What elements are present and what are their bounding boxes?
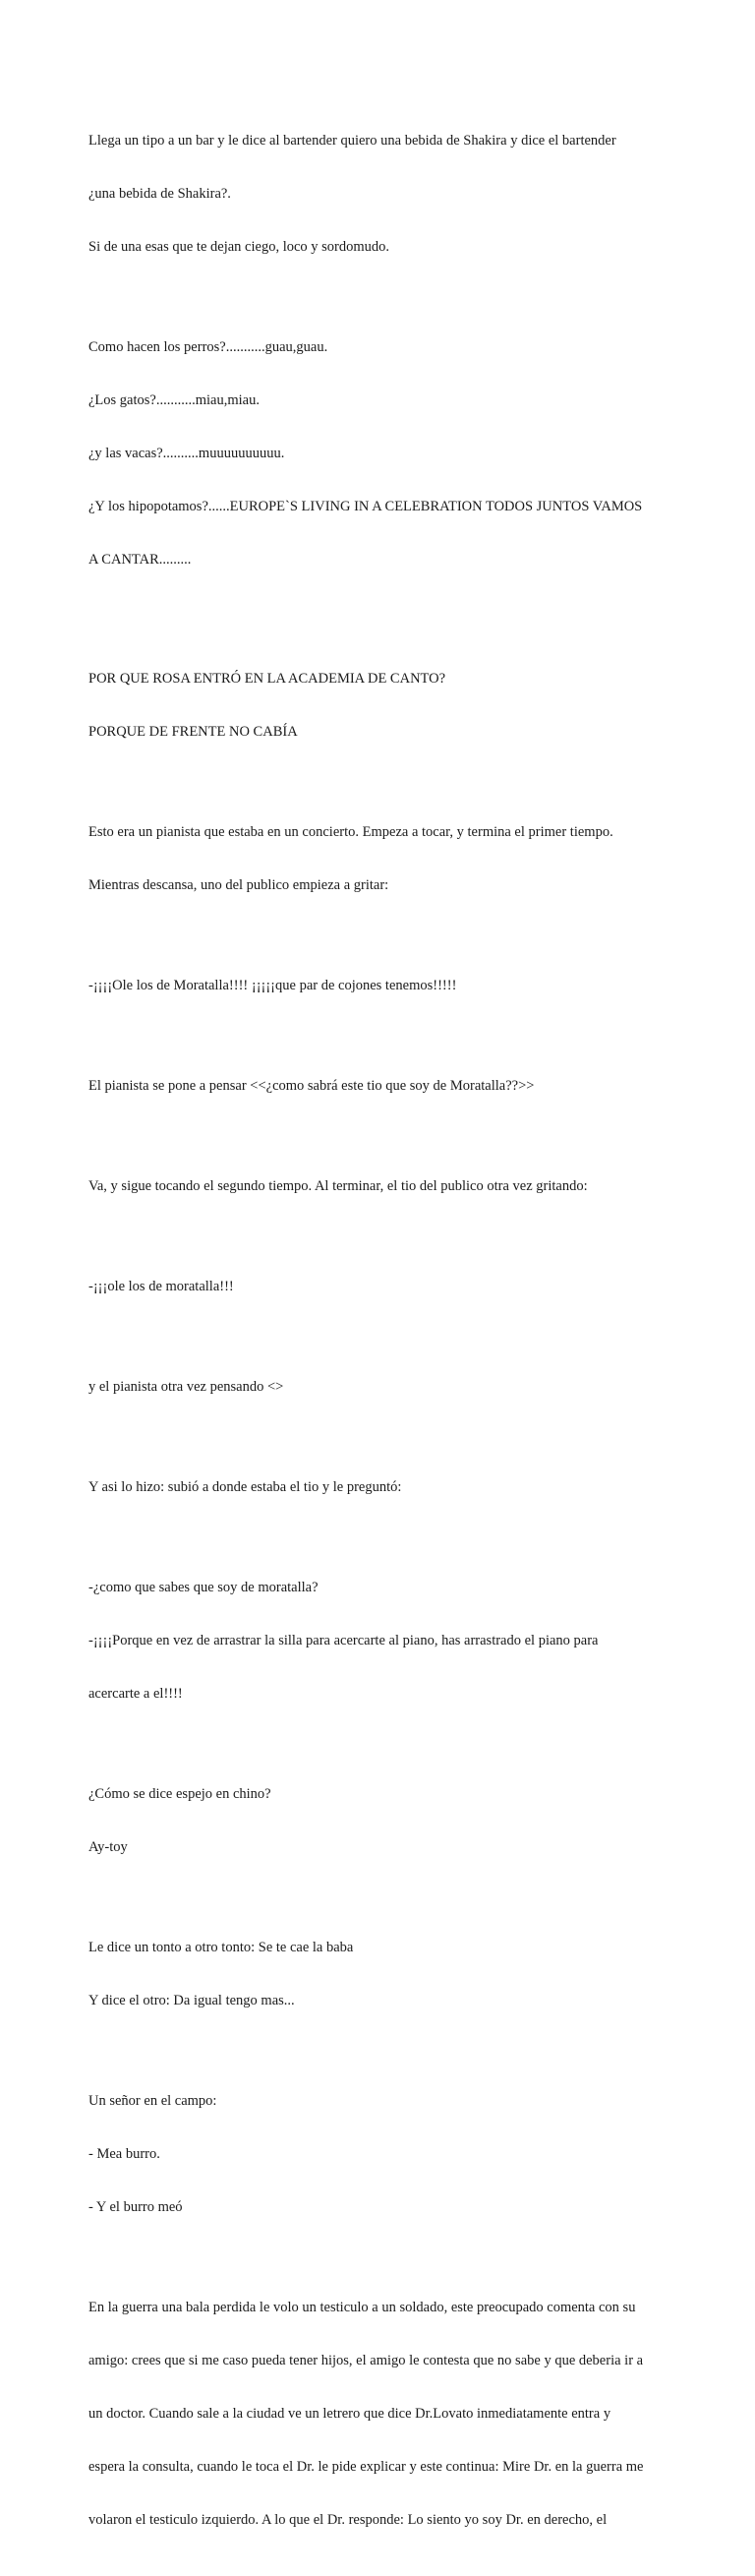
- text-line: - Y el burro meó: [88, 2199, 183, 2215]
- text-line: Un señor en el campo:: [88, 2093, 217, 2109]
- joke-tontos: [88, 1903, 678, 2045]
- text-line: Y asi lo hizo: subió a donde estaba el tio y le preguntó:: [88, 1479, 402, 1495]
- joke-shakira: [88, 96, 678, 291]
- text-line: Si de una esas que te dejan ciego, loco y sordomudo.: [88, 239, 390, 255]
- joke-pianist-intro: [88, 788, 678, 929]
- joke-guerra: [88, 2263, 678, 2564]
- joke-pianist-shout-1: [88, 941, 678, 1030]
- text-line: ¿y las vacas?..........muuuuuuuuuu.: [88, 446, 285, 461]
- joke-pianist-second-half: [88, 1142, 678, 1230]
- text-line: -¡¡¡¡Ole los de Moratalla!!!! ¡¡¡¡¡que par de cojones tenemos!!!!!: [88, 978, 457, 993]
- text-line: Mientras descansa, uno del publico empieza a gritar:: [88, 877, 389, 893]
- text-line: espera la consulta, cuando le toca el Dr. le pide explicar y este continua: Mire Dr. en la guerra me: [88, 2459, 644, 2475]
- text-line: El pianista se pone a pensar <<¿como sabrá este tio que soy de Moratalla??>>: [88, 1078, 535, 1094]
- text-line: ¿Los gatos?...........miau,miau.: [88, 392, 260, 408]
- text-line: - Mea burro.: [88, 2146, 160, 2162]
- text-line: Ay-toy: [88, 1839, 128, 1855]
- text-line: -¡¡¡ole los de moratalla!!!: [88, 1279, 234, 1294]
- joke-espejo: [88, 1750, 678, 1891]
- text-line: Le dice un tonto a otro tonto: Se te cae la baba: [88, 1940, 354, 1955]
- joke-pianist-punchline: [88, 1543, 678, 1738]
- document-body: [88, 96, 678, 2576]
- text-line: ¿Cómo se dice espejo en chino?: [88, 1786, 271, 1802]
- text-line: POR QUE ROSA ENTRÓ EN LA ACADEMIA DE CANTO?: [88, 671, 446, 687]
- text-line: y el pianista otra vez pensando <>: [88, 1379, 284, 1395]
- joke-pianist-think-1: [88, 1042, 678, 1130]
- text-line: volaron el testiculo izquierdo. A lo que el Dr. responde: Lo siento yo soy Dr. en derecho, el: [88, 2512, 608, 2528]
- text-line: ¿una bebida de Shakira?.: [88, 186, 231, 202]
- joke-animals: [88, 303, 678, 604]
- joke-rosa: [88, 634, 678, 776]
- joke-burro: [88, 2057, 678, 2251]
- text-line: -¿como que sabes que soy de moratalla?: [88, 1580, 319, 1595]
- text-line: En la guerra una bala perdida le volo un testiculo a un soldado, este preocupado comenta con su: [88, 2300, 636, 2315]
- text-line: Y dice el otro: Da igual tengo mas...: [88, 1993, 295, 2008]
- text-line: A CANTAR.........: [88, 552, 192, 568]
- text-line: Llega un tipo a un bar y le dice al bartender quiero una bebida de Shakira y dice el bartender: [88, 133, 616, 149]
- text-line: PORQUE DE FRENTE NO CABÍA: [88, 724, 298, 740]
- text-line: Como hacen los perros?...........guau,guau.: [88, 339, 328, 355]
- text-line: un doctor. Cuando sale a la ciudad ve un letrero que dice Dr.Lovato inmediatamente entra y: [88, 2406, 611, 2422]
- text-line: -¡¡¡¡Porque en vez de arrastrar la silla para acercarte al piano, has arrastrado el piano para: [88, 1633, 599, 1648]
- text-line: Va, y sigue tocando el segundo tiempo. Al terminar, el tio del publico otra vez gritando:: [88, 1178, 588, 1194]
- joke-pianist-think-2: [88, 1343, 678, 1431]
- text-line: acercarte a el!!!!: [88, 1686, 183, 1702]
- text-line: Esto era un pianista que estaba en un concierto. Empeza a tocar, y termina el primer tiempo.: [88, 824, 613, 840]
- text-line: amigo: crees que si me caso pueda tener hijos, el amigo le contesta que no sabe y que deberia ir a: [88, 2353, 644, 2368]
- joke-pianist-asks: [88, 1443, 678, 1531]
- joke-pianist-shout-2: [88, 1242, 678, 1331]
- text-line: ¿Y los hipopotamos?......EUROPE`S LIVING IN A CELEBRATION TODOS JUNTOS VAMOS: [88, 499, 643, 514]
